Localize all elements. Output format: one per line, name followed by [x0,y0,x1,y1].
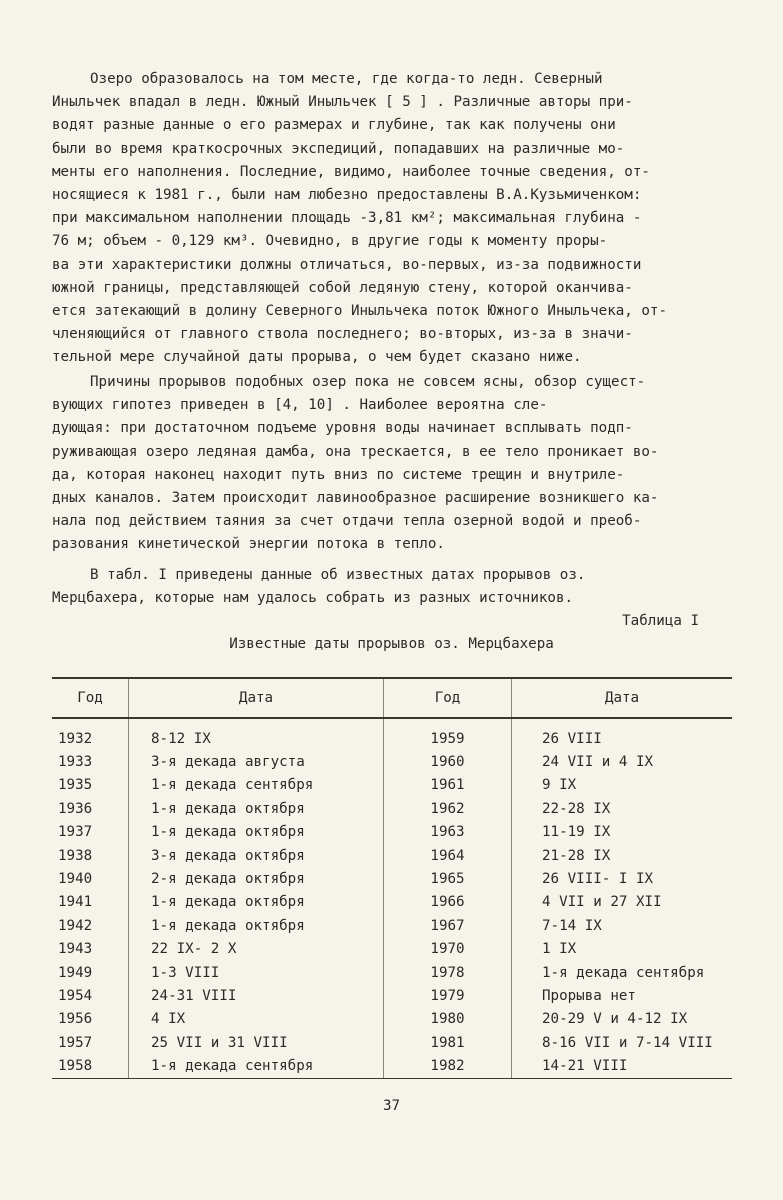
text-line: Причины прорывов подобных озер пока не совсем ясны, обзор сущест- [90,374,646,390]
header-date: Дата [129,678,384,718]
text-line: Озеро образовалось на том месте, где когда-то ледн. Северный [90,71,603,87]
text-line: дных каналов. Затем происходит лавинообразное расширение возникшего ка- [52,490,659,507]
text-line: тельной мере случайной даты прорыва, о чем будет сказано ниже. [52,349,582,366]
year-cell-2: 1960 [384,750,512,773]
year-cell: 1954 [58,987,93,1004]
table-row [52,867,732,890]
date-cell: 1-3 VIII [129,961,384,984]
year-cell: 1935 [58,777,93,794]
page-number: 37 [382,1098,401,1114]
table-label: Таблица I [622,613,699,629]
date-cell-2: 26 VIII- I IX [512,867,733,890]
year-cell-2: 1980 [384,1008,512,1031]
date-cell-2: 14-21 VIII [512,1054,733,1078]
text-line: нала под действием таяния за счет отдачи тепла озерной водой и преоб- [52,513,642,530]
table-row [52,774,732,797]
date-cell-2: 8-16 VII и 7-14 VIII [512,1031,733,1054]
table-row [52,938,732,961]
table-row [52,1008,732,1031]
date-cell: 1-я декада октября [129,891,384,914]
text-line: В табл. I приведены данные об известных датах прорывов оз. [90,567,586,583]
year-cell-2: 1967 [384,914,512,937]
date-cell-2: 1-я декада сентября [512,961,733,984]
table-body [52,718,732,1078]
year-cell-2: 1978 [384,961,512,984]
date-cell: 2-я декада октября [129,867,384,890]
year-cell: 1956 [58,1011,93,1028]
date-cell: 22 IX- 2 X [129,938,384,961]
year-cell-2: 1962 [384,797,512,820]
table-row [52,797,732,820]
header-date-2: Дата [512,678,733,718]
date-cell: 1-я декада октября [129,821,384,844]
year-cell: 1943 [58,941,93,958]
year-cell: 1942 [58,917,93,934]
year-cell-2: 1961 [384,774,512,797]
year-cell: 1940 [58,871,93,888]
text-line: ва эти характеристики должны отличаться, во-первых, из-за подвижности [52,256,642,273]
date-cell-2: 7-14 IX [512,914,733,937]
table-row [52,750,732,773]
date-cell: 1-я декада сентября [129,1054,384,1078]
year-cell-2: 1963 [384,821,512,844]
year-cell-2: 1959 [384,718,512,750]
date-cell-2: 22-28 IX [512,797,733,820]
header-year-2: Год [384,678,512,718]
date-cell-2: Прорыва нет [512,984,733,1007]
breakthrough-dates-table [52,677,732,1079]
year-cell: 1941 [58,894,93,911]
paragraph-breakthrough-causes [52,371,742,557]
text-line: Мерцбахера, которые нам удалось собрать из разных источников. [52,590,574,607]
year-cell: 1949 [58,964,93,981]
table-row [52,961,732,984]
year-cell-2: 1982 [384,1054,512,1078]
year-cell: 1937 [58,824,93,841]
date-cell-2: 21-28 IX [512,844,733,867]
table-row [52,984,732,1007]
text-line: разования кинетической энергии потока в тепло. [52,536,445,553]
table-row [52,1031,732,1054]
text-line: менты его наполнения. Последние, видимо, наиболее точные сведения, от- [52,163,650,180]
table-row [52,821,732,844]
year-cell-2: 1979 [384,984,512,1007]
text-line: водят разные данные о его размерах и глубине, так как получены они [52,117,616,134]
table-row [52,844,732,867]
text-line: членяющийся от главного ствола последнего; во-вторых, из-за в значи- [52,326,633,343]
table-title: Известные даты прорывов оз. Мерцбахера [229,636,554,652]
year-cell-2: 1970 [384,938,512,961]
year-cell: 1957 [58,1034,93,1051]
year-cell: 1933 [58,754,93,771]
year-cell: 1958 [52,1054,129,1078]
date-cell: 1-я декада октября [129,914,384,937]
date-cell: 3-я декада октября [129,844,384,867]
table-header-row [52,678,732,718]
table-row [52,1054,732,1078]
date-cell: 25 VII и 31 VIII [129,1031,384,1054]
text-line: носящиеся к 1981 г., были нам любезно предоставлены В.А.Кузьмиченком: [52,187,642,204]
table-row [52,891,732,914]
text-line: южной границы, представляющей собой ледяную стену, которой оканчива- [52,279,633,296]
date-cell: 1-я декада сентября [129,774,384,797]
table-row [52,914,732,937]
year-cell-2: 1964 [384,844,512,867]
year-cell-2: 1966 [384,891,512,914]
date-cell-2: 9 IX [512,774,733,797]
date-cell-2: 4 VII и 27 XII [512,891,733,914]
date-cell-2: 1 IX [512,938,733,961]
header-year: Год [52,678,129,718]
year-cell-2: 1965 [384,867,512,890]
date-cell-2: 11-19 IX [512,821,733,844]
text-line: вующих гипотез приведен в [4, 10] . Наиболее вероятна сле- [52,397,548,414]
text-line: дующая: при достаточном подъеме уровня воды начинает всплывать подп- [52,420,633,437]
date-cell-2: 26 VIII [512,718,733,750]
text-line: при максимальном наполнении площадь -3,81 км²; максимальная глубина - [52,210,642,227]
date-cell: 1-я декада октября [129,797,384,820]
text-line: Иныльчек впадал в ледн. Южный Иныльчек [ 5 ] . Различные авторы при- [52,94,633,111]
paragraph-lake-description [52,68,742,370]
year-cell-2: 1981 [384,1031,512,1054]
text-line: руживающая озеро ледяная дамба, она трескается, в ее тело проникает во- [52,443,659,460]
year-cell: 1938 [58,847,93,864]
year-cell: 1936 [58,800,93,817]
text-line: были во время краткосрочных экспедиций, попадавших на различные мо- [52,140,625,157]
date-cell-2: 20-29 V и 4-12 IX [512,1008,733,1031]
year-cell: 1932 [58,730,93,747]
date-cell: 8-12 IX [129,718,384,750]
table-row [52,718,732,750]
date-cell-2: 24 VII и 4 IX [512,750,733,773]
paragraph-table-intro [52,564,742,610]
date-cell: 4 IX [129,1008,384,1031]
text-line: 76 м; объем - 0,129 км³. Очевидно, в другие годы к моменту проры- [52,233,608,250]
text-line: да, которая наконец находит путь вниз по системе трещин и внутриле- [52,466,625,483]
text-line: ется затекающий в долину Северного Иныльчека поток Южного Иныльчека, от- [52,303,667,320]
date-cell: 24-31 VIII [129,984,384,1007]
date-cell: 3-я декада августа [129,750,384,773]
